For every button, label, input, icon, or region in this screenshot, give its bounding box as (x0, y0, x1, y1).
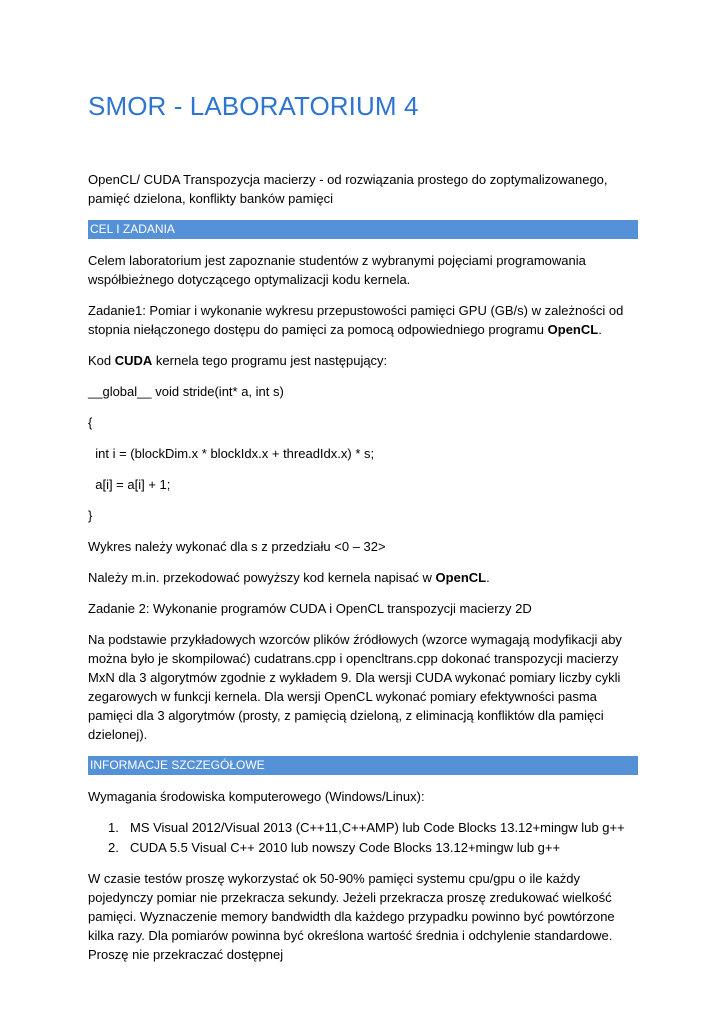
kernel-intro-suffix: kernela tego programu jest następujący: (152, 353, 388, 368)
section-heading-goals: CEL I ZADANIA (88, 220, 638, 239)
code-line: } (88, 508, 93, 523)
goal-paragraph: Celem laboratorium jest zapoznanie studentów z wybranymi pojęciami programowania współbieżnego dotyczącego optymalizacji kodu kernela. (88, 253, 586, 287)
document-body (88, 170, 638, 976)
code-line: __global__ void stride(int* a, int s) (88, 384, 284, 399)
recode-prefix: Należy m.in. przekodować powyższy kod kernela napisać w (88, 570, 436, 585)
testing-paragraph: W czasie testów proszę wykorzystać ok 50-90% pamięci systemu cpu/gpu o ile każdy pojedynczy pomiar nie przekracza sekundy. Jeżeli przekracza proszę zredukować wielkość pamięci. Wyznaczenie memory bandwidth dla każdego przypadku powinno być powtórzone kilka razy. Dla pomiarów powinna być określona wartość średnia i odchylenie standardowe. Proszę nie przekraczać dostępnej (88, 871, 615, 962)
list-item-number: 2. (108, 840, 119, 855)
list-item-text: CUDA 5.5 Visual C++ 2010 lub nowszy Code Blocks 13.12+mingw lub g++ (130, 840, 561, 855)
recode-paragraph (88, 568, 638, 587)
recode-suffix: . (486, 570, 490, 585)
list-item-text: MS Visual 2012/Visual 2013 (C++11,C++AMP) lub Code Blocks 13.12+mingw lub g++ (130, 820, 625, 835)
recode-opencl-bold: OpenCL (435, 570, 487, 585)
requirements-list (88, 818, 638, 857)
kernel-intro-paragraph (88, 351, 638, 370)
code-line: { (88, 415, 93, 430)
task1-paragraph (88, 301, 638, 339)
document-title: SMOR - LABORATORIUM 4 (88, 91, 419, 121)
list-item-number: 1. (108, 820, 119, 835)
task2-paragraph: Zadanie 2: Wykonanie programów CUDA i OpenCL transpozycji macierzy 2D (88, 601, 532, 616)
code-line: int i = (blockDim.x * blockIdx.x + threadIdx.x) * s; (88, 446, 375, 461)
kernel-cuda-bold: CUDA (114, 353, 153, 368)
list-item (88, 818, 638, 837)
code-line: a[i] = a[i] + 1; (88, 477, 171, 492)
list-item (88, 838, 638, 857)
task2-details-paragraph: Na podstawie przykładowych wzorców plików źródłowych (wzorce wymagają modyfikacji aby można było je skompilować) cudatrans.cpp i opencltrans.cpp dokonać transpozycji macierzy MxN dla 3 algorytmów zgodnie z wykładem 9. Dla wersji CUDA wykonać pomiary liczby cykli zegarowych w funkcji kernela. Dla wersji OpenCL wykonać pomiary efektywności pasma pamięci dla 3 algorytmów (prosty, z pamięcią dzieloną, z eliminacją konfliktów dla pamięci dzielonej). (88, 632, 622, 742)
task1-suffix: . (598, 322, 602, 337)
task1-opencl-bold: OpenCL (547, 322, 599, 337)
chart-range-paragraph: Wykres należy wykonać dla s z przedziału <0 – 32> (88, 539, 386, 554)
requirements-paragraph: Wymagania środowiska komputerowego (Windows/Linux): (88, 789, 425, 804)
kernel-intro-prefix: Kod (88, 353, 115, 368)
section-heading-details: INFORMACJE SZCZEGÓŁOWE (88, 756, 638, 775)
task1-text: Zadanie1: Pomiar i wykonanie wykresu przepustowości pamięci GPU (GB/s) w zależności od stopnia niełączonego dostępu do pamięci za pomocą odpowiedniego programu (88, 303, 624, 337)
intro-paragraph: OpenCL/ CUDA Transpozycja macierzy - od rozwiązania prostego do zoptymalizowanego, pamięć dzielona, konflikty banków pamięci (88, 172, 608, 206)
